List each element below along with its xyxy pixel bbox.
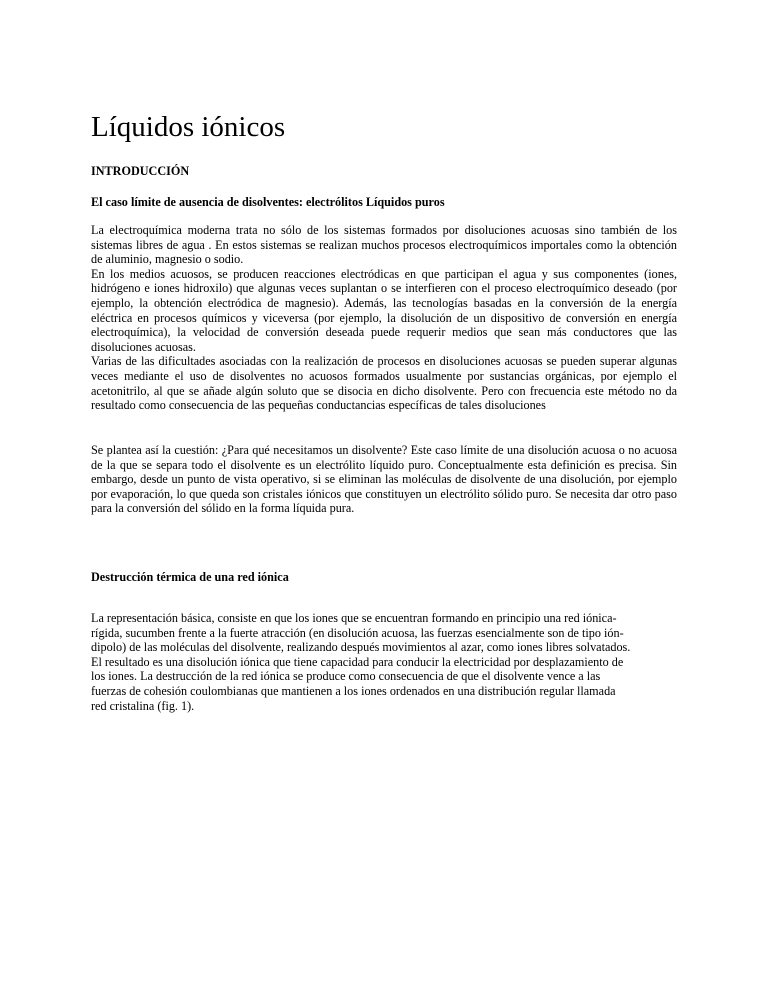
paragraph-disolvente-question: Se plantea así la cuestión: ¿Para qué necesitamos un disolvente? Este caso límite de una disolución acuosa o no acuosa de la que se separa todo el disolvente es un electrólito líquido puro. Conceptualmente esta definición es precisa. Sin embargo, desde un punto de vista operativo, si se eliminan las moléculas de disolvente de una disolución, por ejemplo por evaporación, lo que queda son cristales iónicos que constituyen un electrólito sólido puro. Se necesita dar otro paso para la conversión del sólido en la forma líquida pura. xyxy=(91,443,677,516)
subsection-heading-caso-limite: El caso límite de ausencia de disolventes: electrólitos Líquidos puros xyxy=(91,195,445,209)
paragraph: La electroquímica moderna trata no sólo de los sistemas formados por disoluciones acuosas sino también de los sistemas libres de agua . En estos sistemas se realizan muchos procesos electroquímicos importales como la obtención de aluminio, magnesio o sodio. xyxy=(91,223,677,267)
section-heading-introduccion: INTRODUCCIÓN xyxy=(91,164,190,178)
section-heading-destruccion-termica: Destrucción térmica de una red iónica xyxy=(91,570,289,584)
paragraph: En los medios acuosos, se producen reacciones electródicas en que participan el agua y sus componentes (iones, hidrógeno e iones hidroxilo) que algunas veces suplantan o se interfieren con el proceso electroquímico deseado (por ejemplo, la obtención electródica de magnesio). Además, las tecnologías basadas en la conversión de la energía eléctrica en procesos químicos y viceversa (por ejemplo, la disolución de un dispositivo de conversión en energía electroquímica), la velocidad de conversión deseada puede requerir medios que sean más conductores que las disoluciones acuosas. xyxy=(91,266,677,354)
paragraph-red-ionica: La representación básica, consiste en que los iones que se encuentran formando en principio una red iónica-rígida, sucumben frente a la fuerte atracción (en disolución acuosa, las fuerzas esencialmente son de tipo ión-dipolo) de las moléculas del disolvente, realizando después movimientos al azar, como iones libres solvatados. El resultado es una disolución iónica que tiene capacidad para conducir la electricidad por desplazamiento de los iones. La destrucción de la red iónica se produce como consecuencia de que el disolvente vence a las fuerzas de cohesión coulombianas que mantienen a los iones ordenados en una distribución regular llamada red cristalina (fig. 1). xyxy=(91,611,631,713)
intro-text-block xyxy=(91,223,677,413)
document-title: Líquidos iónicos xyxy=(91,111,286,143)
paragraph: Varias de las dificultades asociadas con la realización de procesos en disoluciones acuosas se pueden superar algunas veces mediante el uso de disolventes no acuosos formados usualmente por sustancias orgánicas, por ejemplo el acetonitrilo, al que se añade algún soluto que se disocia en dicho disolvente. Pero con frecuencia este método no da resultado como consecuencia de las pequeñas conductancias específicas de tales disoluciones xyxy=(91,354,677,413)
